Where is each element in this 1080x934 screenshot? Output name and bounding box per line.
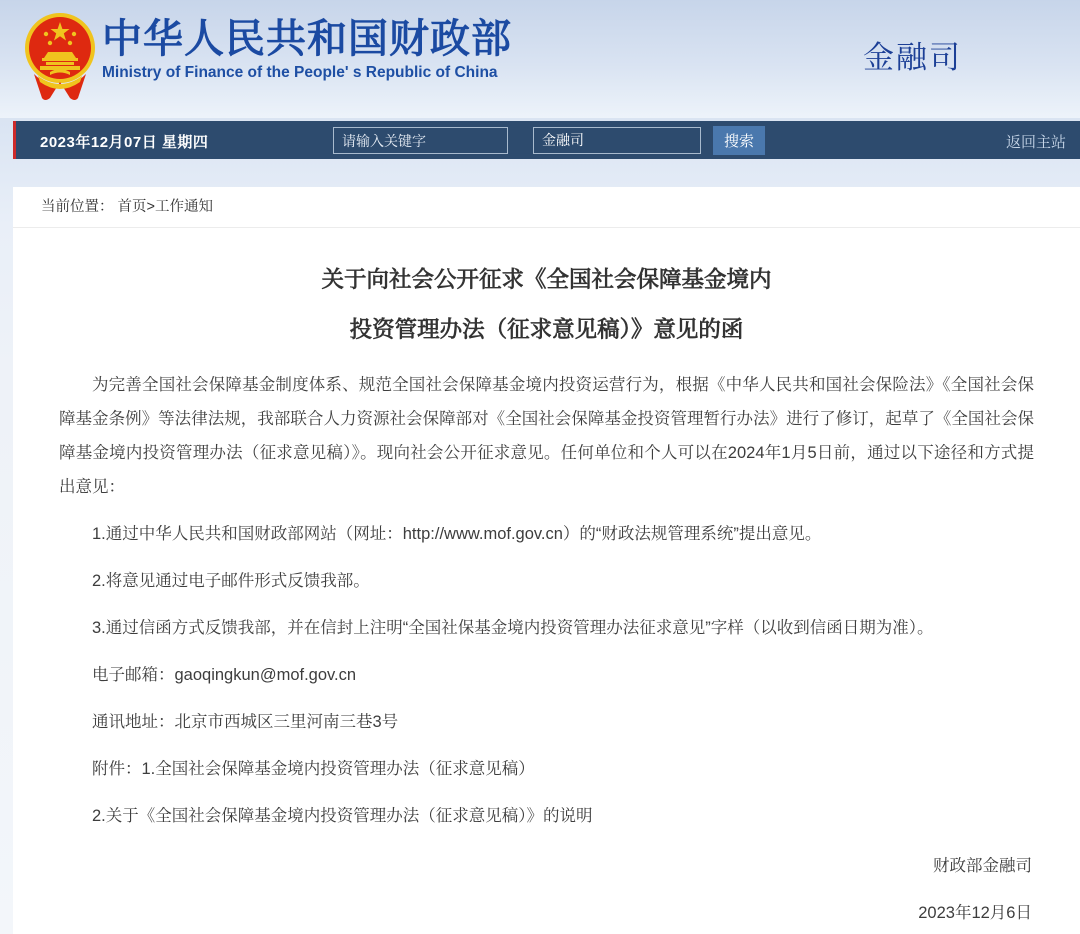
document-title-line2: 投资管理办法（征求意见稿）》意见的函 xyxy=(349,317,744,342)
signature-department: 财政部金融司 xyxy=(933,857,1032,875)
back-to-main-site-link[interactable]: 返回主站 xyxy=(1005,134,1066,151)
national-emblem-icon xyxy=(24,10,96,102)
site-title: 中华人民共和国财政部 xyxy=(102,17,512,61)
paragraph-item-2: 2.将意见通过电子邮件形式反馈我部。 xyxy=(92,572,370,590)
site-subtitle: Ministry of Finance of the People' s Republic of China xyxy=(102,64,498,81)
paragraph-attachment-2: 2.关于《全国社会保障基金境内投资管理办法（征求意见稿）》的说明 xyxy=(92,807,593,825)
paragraph-item-3: 3.通过信函方式反馈我部，并在信封上注明“全国社保基金境内投资管理办法征求意见”字样（以收到信函日期为准）。 xyxy=(92,619,934,637)
content-card xyxy=(13,187,1080,934)
nav-search-bar xyxy=(13,121,1080,159)
search-input[interactable] xyxy=(333,127,508,154)
signature-date: 2023年12月6日 xyxy=(918,904,1032,922)
department-name: 金融司 xyxy=(863,40,962,75)
search-button[interactable]: 搜索 xyxy=(713,126,765,155)
document-title-line1: 关于向社会公开征求《全国社会保障基金境内 xyxy=(321,267,772,292)
article xyxy=(13,255,1080,930)
paragraph-email: 电子邮箱：gaoqingkun@mof.gov.cn xyxy=(92,666,357,684)
search-scope-select[interactable]: 金融司 xyxy=(533,127,701,154)
document-body xyxy=(59,368,1034,833)
paragraph-address: 通讯地址：北京市西城区三里河南三巷3号 xyxy=(92,713,399,731)
document-title xyxy=(59,255,1034,355)
site-header xyxy=(0,0,1080,118)
paragraph-item-1: 1.通过中华人民共和国财政部网站（网址：http://www.mof.gov.cn）的“财政法规管理系统”提出意见。 xyxy=(92,525,822,543)
current-date: 2023年12月07日 星期四 xyxy=(40,134,209,151)
signature-block xyxy=(59,849,1034,930)
paragraph-attachment-1: 附件：1.全国社会保障基金境内投资管理办法（征求意见稿） xyxy=(92,760,535,778)
breadcrumb: 当前位置： 首页>工作通知 xyxy=(13,187,1080,228)
paragraph-intro: 为完善全国社会保障基金制度体系、规范全国社会保障基金境内投资运营行为，根据《中华人民共和国社会保险法》《全国社会保障基金条例》等法律法规，我部联合人力资源社会保障部对《全国社会保障基金投资管理暂行办法》进行了修订，起草了《全国社会保障基金境内投资管理办法（征求意见稿）》。现向社会公开征求意见。任何单位和个人可以在2024年1月5日前，通过以下途径和方式提出意见： xyxy=(59,376,1034,496)
